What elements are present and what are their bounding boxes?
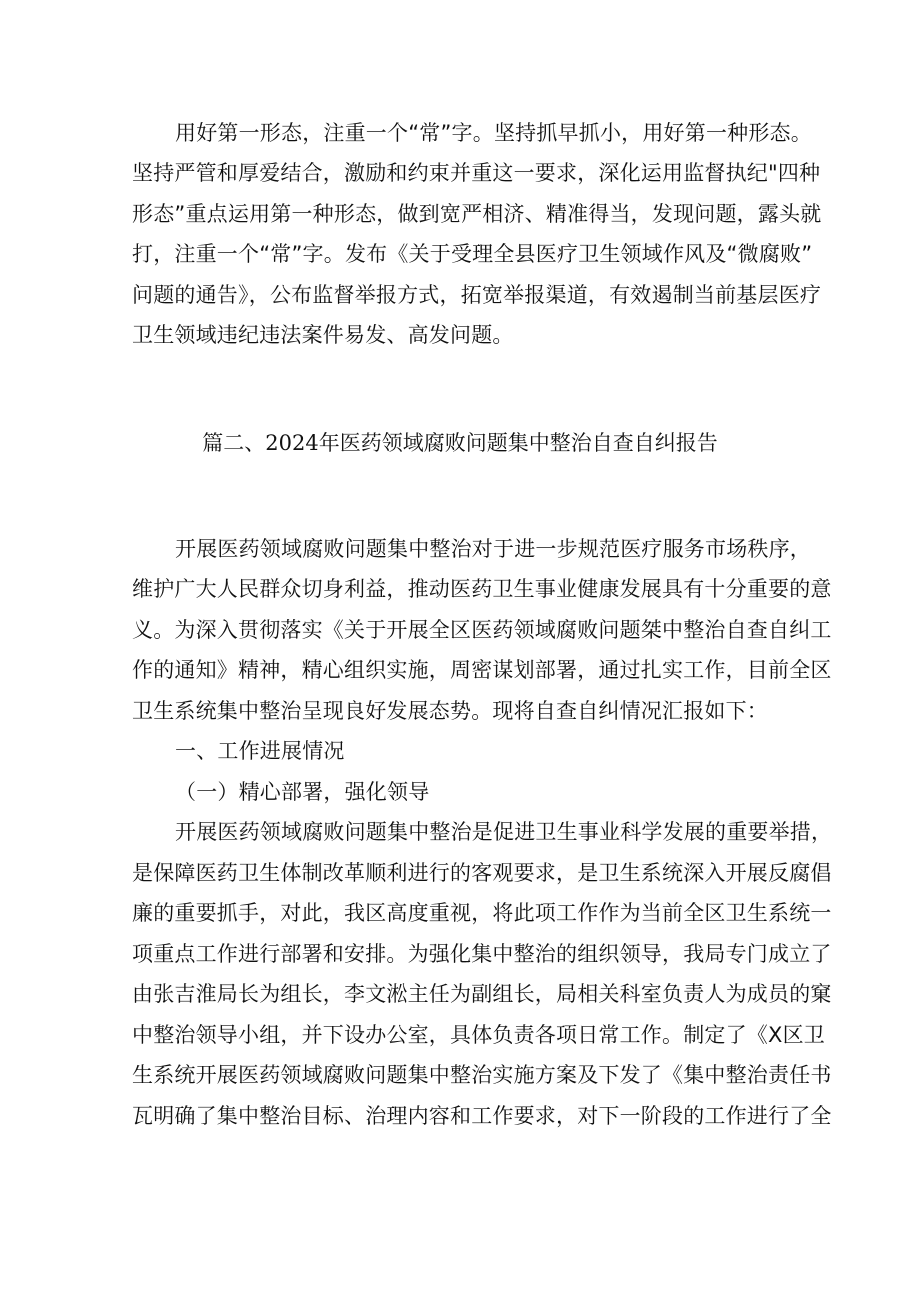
paragraph-line: 由张吉淮局长为组长，李文淞主任为副组长，局相关科室负责人为成员的窠	[132, 982, 832, 1006]
paragraph-line: 打，注重一个“常”字。发布《关于受理全县医疗卫生领域作风及“微腐败”	[132, 242, 813, 266]
paragraph-line: 卫生系统集中整治呈现良好发展态势。现将自查自纠情况汇报如下：	[132, 699, 768, 723]
heading-level-1: 一、工作进展情况	[175, 739, 345, 763]
paragraph-line: 形态”重点运用第一种形态，做到宽严相济、精准得当，发现问题，露头就	[132, 202, 822, 226]
paragraph-line: 问题的通告》，公布监督举报方式，拓宽举报渠道，有效遏制当前基层医疗	[132, 283, 822, 307]
paragraph-line: 生系统开展医药领域腐败问题集中整治实施方案及下发了《集中整治责任书	[132, 1063, 832, 1087]
paragraph-line: 开展医药领域腐败问题集中整治对于进一步规范医疗服务市场秩序，	[175, 537, 811, 561]
paragraph-line: 开展医药领域腐败问题集中整治是促进卫生事业科学发展的重要举措，	[175, 820, 833, 844]
heading-level-2: （一）精心部署，强化领导	[175, 780, 430, 804]
paragraph-line: 廉的重要抓手，对此，我区高度重视，将此项工作作为当前全区卫生系统一	[132, 901, 832, 925]
paragraph-line: 项重点工作进行部署和安排。为强化集中整治的组织领导，我局专门成立了	[132, 942, 832, 966]
paragraph-line: 中整治领导小组，并下设办公室，具体负责各项日常工作。制定了《X区卫	[132, 1023, 825, 1047]
paragraph-line: 卫生领域违纪违法案件易发、高发问题。	[132, 323, 514, 347]
paragraph-line: 坚持严管和厚爱结合，激励和约束并重这一要求，深化运用监督执纪"四种	[132, 161, 821, 185]
paragraph-line: 瓦明确了集中整治目标、治理内容和工作要求，对下一阶段的工作进行了全	[132, 1104, 832, 1128]
paragraph-line: 作的通知》精神，精心组织实施，周密谋划部署，通过扎实工作，目前全区	[132, 658, 832, 682]
paragraph-line: 维护广大人民群众切身利益，推动医药卫生事业健康发展具有十分重要的意	[132, 577, 832, 601]
paragraph-line: 是保障医药卫生体制改革顺利进行的客观要求，是卫生系统深入开展反腐倡	[132, 861, 832, 885]
paragraph-line: 义。为深入贯彻落实《关于开展全区医药领域腐败问题桀中整治自查自纠工	[132, 618, 832, 642]
section-title: 篇二、2024年医药领域腐败问题集中整治自查自纠报告	[202, 431, 718, 455]
paragraph-line: 用好第一形态，注重一个“常”字。坚持抓早抓小，用好第一种形态。	[175, 121, 812, 145]
